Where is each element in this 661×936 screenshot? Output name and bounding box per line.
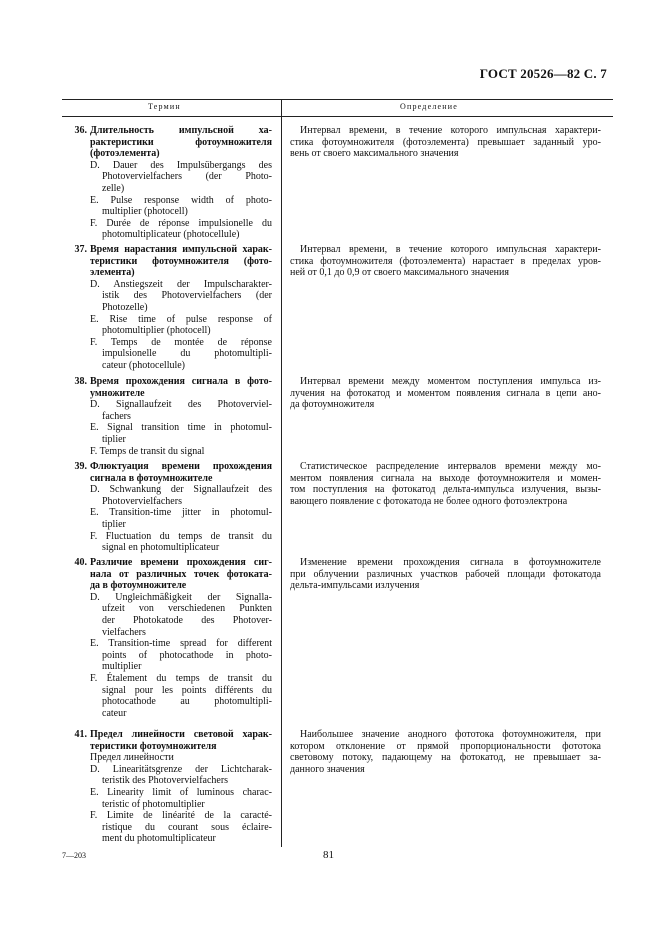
- equivalent-de: der Photokatode des Photover-: [102, 614, 272, 626]
- definition-line: при облучении различных участков рабочей площади фотокатода: [290, 568, 601, 580]
- equivalent-en: E. Linearity limit of luminous charac-: [90, 786, 272, 798]
- equivalent-en: tiplier: [102, 518, 126, 530]
- equivalent-de: zelle): [102, 182, 125, 194]
- table-header-rule: [62, 116, 613, 117]
- term-name-line: Различие времени прохождения сиг-: [90, 557, 272, 568]
- equivalent-de: Photozelle): [102, 301, 148, 313]
- definition-line: Интервал времени, в течение которого импульсная характери-: [300, 244, 601, 255]
- standard-header: ГОСТ 20526—82 С. 7: [479, 66, 607, 81]
- equivalent-de: Photovervielfachers (der Photo-: [102, 171, 272, 183]
- definition-38: [290, 376, 601, 411]
- term-number: 39.: [74, 461, 87, 472]
- equivalent-en: teristic of photomultiplier: [102, 798, 205, 810]
- term-short-form: Предел линейности: [90, 752, 174, 764]
- term-number: 41.: [74, 729, 87, 740]
- term-name-line: Флюктуация времени прохождения: [90, 461, 272, 472]
- definition-line: лучения на фотокатод и моментом появления сигнала в цепи ано-: [290, 387, 601, 399]
- equivalent-de: istik des Photovervielfachers (der: [102, 290, 272, 302]
- table-top-rule: [62, 99, 613, 100]
- term-name-line: Время прохождения сигнала в фото-: [90, 376, 272, 387]
- column-header-definition: Определение: [400, 102, 458, 111]
- term-name-line: Предел линейности световой харак-: [90, 729, 272, 740]
- term-number: 38.: [74, 376, 87, 387]
- term-name-line: да в фотоумножителе: [90, 580, 187, 592]
- definition-41: [290, 729, 601, 775]
- equivalent-de: Photovervielfachers: [102, 495, 182, 507]
- definition-line: ней от 0,1 до 0,9 от своего максимального значения: [290, 267, 509, 279]
- equivalent-fr: ristique du courant sous éclaire-: [102, 821, 272, 833]
- definition-line: Статистическое распределение интервалов времени между мо-: [300, 461, 601, 472]
- equivalent-en: multiplier: [102, 661, 142, 673]
- equivalent-de: D. Ungleichmäßigkeit der Signalla-: [90, 591, 272, 603]
- equivalent-de: D. Schwankung der Signallaufzeit des: [90, 484, 272, 496]
- equivalent-fr: ment du photomultiplicateur: [102, 833, 216, 845]
- definition-line: котором отклонение от прямой пропорциональности фототока: [290, 740, 601, 752]
- equivalent-fr: F. Fluctuation du temps de transit du: [90, 530, 272, 542]
- equivalent-de: D. Linearitätsgrenze der Lichtcharak-: [90, 763, 272, 775]
- definition-40: [290, 557, 601, 592]
- equivalent-en: photomultiplier (photocell): [102, 325, 211, 337]
- equivalent-en: multiplier (photocell): [102, 206, 188, 218]
- equivalent-en: E. Transition-time spread for different: [90, 638, 272, 650]
- column-divider: [281, 99, 282, 847]
- definition-37: [290, 244, 601, 279]
- term-name-line: сигнала в фотоумножителе: [90, 472, 213, 484]
- equivalent-en: E. Signal transition time in photomul-: [90, 422, 272, 434]
- equivalent-de: D. Dauer des Impulsübergangs des: [90, 159, 272, 171]
- equivalent-fr: photomultiplicateur (photocellule): [102, 229, 240, 241]
- equivalent-fr: F. Limite de linéarité de la caracté-: [90, 810, 272, 822]
- equivalent-fr: signal pour les points différents du: [102, 684, 272, 696]
- term-name-line: Длительность импульсной ха-: [90, 125, 272, 136]
- equivalent-fr: cateur (photocellule): [102, 359, 186, 371]
- definition-line: да фотоумножителя: [290, 399, 375, 411]
- definition-line: вающего появление с фотокатода не более одного фотоэлектрона: [290, 495, 568, 507]
- equivalent-de: fachers: [102, 410, 131, 422]
- term-name-line: Время нарастания импульсной харак-: [90, 244, 272, 255]
- definition-line: вень от своего максимального значения: [290, 148, 459, 160]
- equivalent-fr: signal en photomultiplicateur: [102, 542, 220, 554]
- definition-line: дельта-импульсами излучения: [290, 580, 420, 592]
- term-entry-41: [62, 729, 272, 845]
- terms-table: [62, 99, 613, 847]
- equivalent-fr: F. Durée de réponse impulsionelle du: [90, 217, 272, 229]
- equivalent-de: ufzeit von verschiedenen Punkten: [102, 603, 272, 615]
- definition-line: данного значения: [290, 763, 365, 775]
- definition-line: том поступления на фотокатод дельта-импульса излучения, вызы-: [290, 484, 601, 496]
- definition-line: ментом появления сигнала на выходе фотоумножителя и момен-: [290, 472, 601, 484]
- term-entry-40: [62, 557, 272, 719]
- equivalent-de: D. Anstiegszeit der Impulscharakter-: [90, 278, 272, 290]
- equivalent-de: D. Signallaufzeit des Photoverviel-: [90, 399, 272, 411]
- term-name-line: теристики фотоумножителя (фото-: [90, 255, 272, 267]
- term-name-line: теристики фотоумножителя: [90, 740, 217, 752]
- equivalent-en: E. Pulse response width of photo-: [90, 194, 272, 206]
- definition-39: [290, 461, 601, 507]
- definition-line: стика фотоумножителя (фотоэлемента) превышает заданный уро-: [290, 136, 601, 148]
- equivalent-en: E. Transition-time jitter in photomul-: [90, 507, 272, 519]
- term-name-line: умножителе: [90, 387, 145, 399]
- definition-line: Изменение времени прохождения сигнала в фотоумножителе: [300, 557, 601, 568]
- term-number: 40.: [74, 557, 87, 568]
- term-entry-37: [62, 244, 272, 372]
- equivalent-fr: photocathode au photomultipli-: [102, 696, 272, 708]
- column-header-term: Термин: [148, 102, 181, 111]
- page-number: 81: [323, 849, 334, 861]
- term-number: 36.: [74, 125, 87, 136]
- equivalent-de: vielfachers: [102, 626, 146, 638]
- term-name-line: (фотоэлемента): [90, 148, 160, 160]
- definition-line: световому потоку, падающему на фотокатод, не превышает за-: [290, 752, 601, 764]
- sheet-mark: 7—203: [62, 851, 86, 860]
- term-name-line: рактеристики фотоумножителя: [90, 136, 272, 148]
- equivalent-de: teristik des Photovervielfachers: [102, 775, 229, 787]
- equivalent-en: points of photocathode in photo-: [102, 649, 272, 661]
- equivalent-fr: impulsionelle du photomultipli-: [102, 348, 272, 360]
- term-name-line: элемента): [90, 267, 135, 279]
- equivalent-fr: cateur: [102, 707, 127, 719]
- term-number: 37.: [74, 244, 87, 255]
- term-entry-39: [62, 461, 272, 554]
- equivalent-en: E. Rise time of pulse response of: [90, 313, 272, 325]
- definition-line: Наибольшее значение анодного фототока фотоумножителя, при: [300, 729, 601, 740]
- definition-line: Интервал времени, в течение которого импульсная характери-: [300, 125, 601, 136]
- equivalent-fr: F. Étalement du temps de transit du: [90, 672, 272, 684]
- term-name-line: нала от различных точек фотоката-: [90, 568, 272, 580]
- definition-line: стика фотоумножителя (фотоэлемента) нарастает в пределах уров-: [290, 255, 601, 267]
- term-entry-38: [62, 376, 272, 457]
- equivalent-fr: F. Temps de transit du signal: [90, 445, 205, 457]
- term-entry-36: [62, 125, 272, 241]
- definition-line: Интервал времени между моментом поступления импульса из-: [300, 376, 601, 387]
- equivalent-fr: F. Temps de montée de réponse: [90, 336, 272, 348]
- equivalent-en: tiplier: [102, 433, 126, 445]
- definition-36: [290, 125, 601, 160]
